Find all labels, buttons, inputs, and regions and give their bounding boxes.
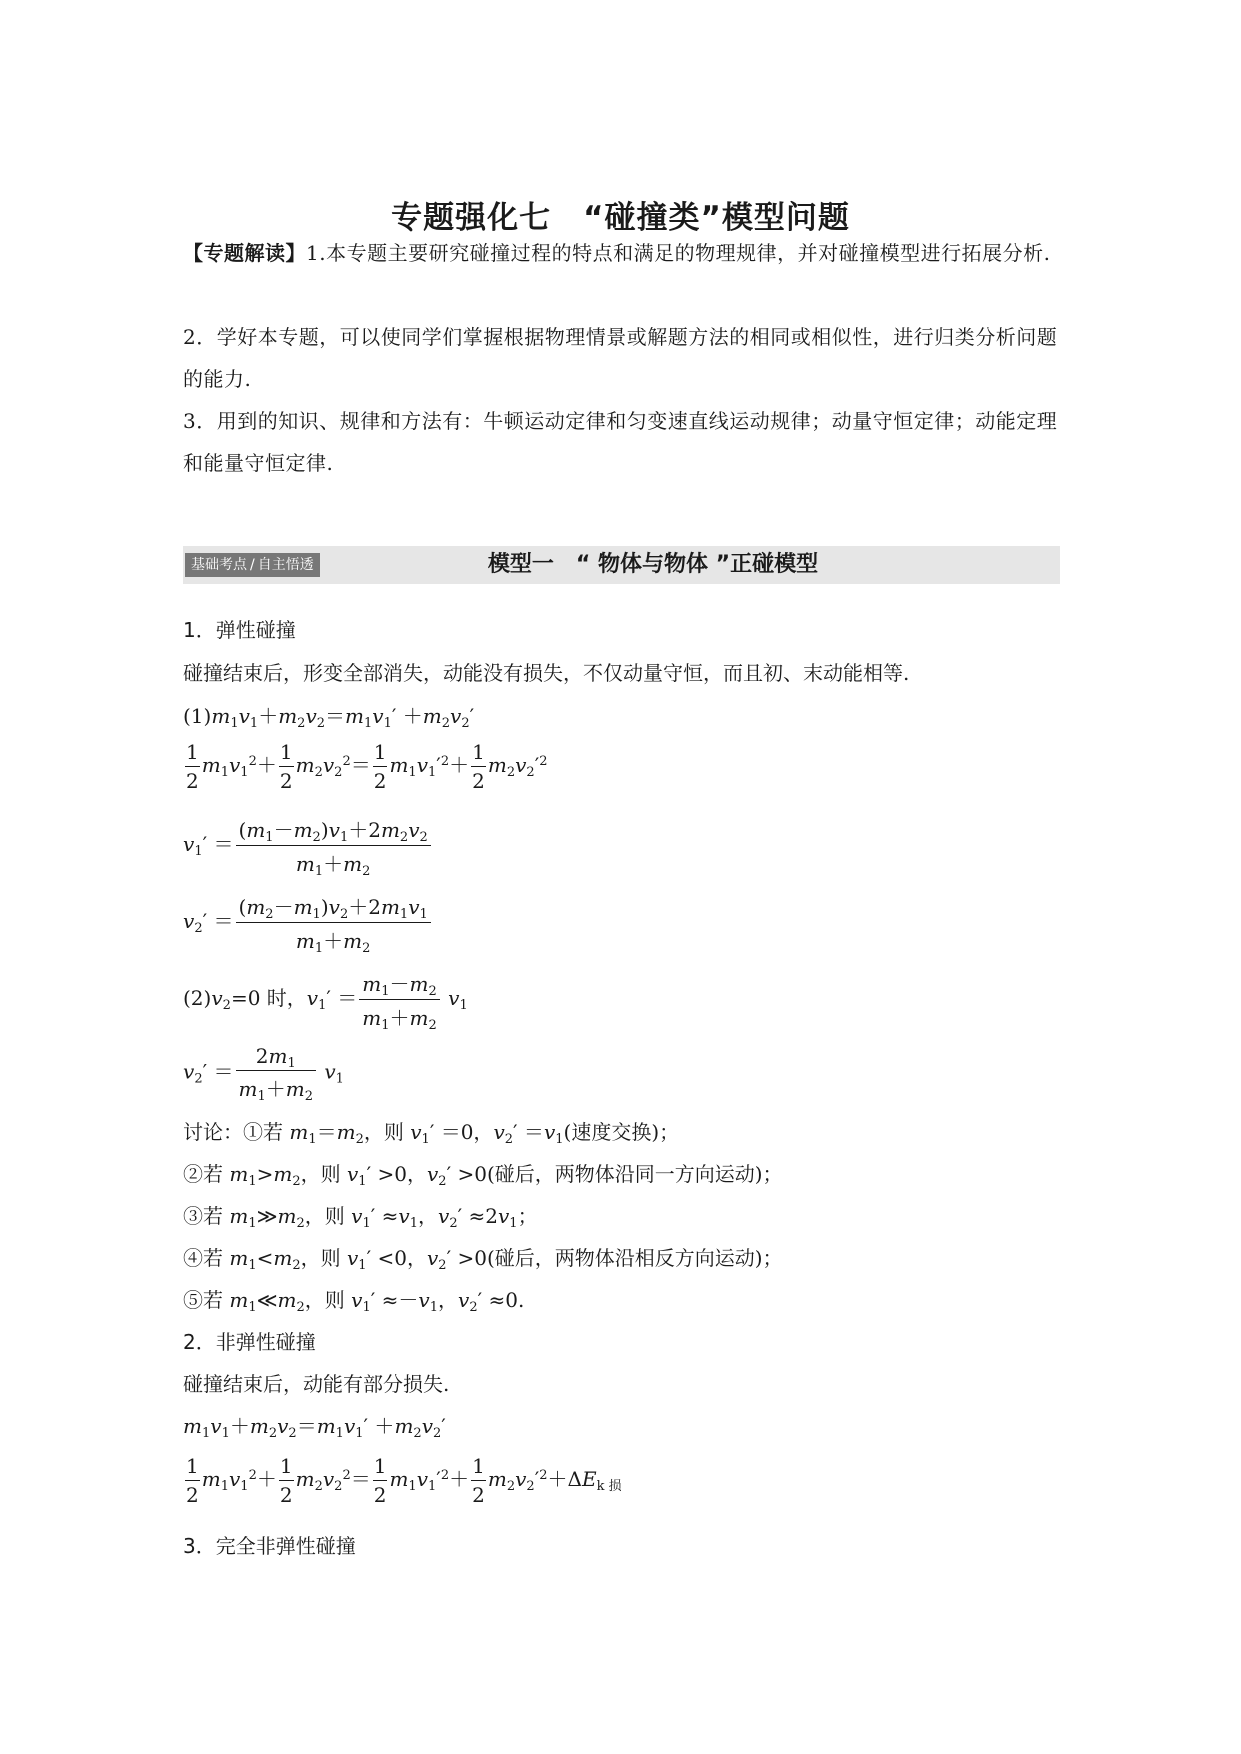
section-tag [185,553,320,577]
momentum-equation-elastic: $(1)m_1v_1+m_2v_2=m_1v_1' +m_2v_2'$ [183,704,475,731]
intro-text-1: 1.本专题主要研究碰撞过程的特点和满足的物理规律，并对碰撞模型进行拓展分析. [306,241,1051,265]
section-header-bar [183,546,1060,584]
intro-paragraph-3: 3．用到的知识、规律和方法有：牛顿运动定律和匀变速直线运动规律；动量守恒定律；动能定理和能量守恒定律. [183,409,1058,475]
momentum-equation-inelastic: $m_1v_1+m_2v_2=m_1v_1' +m_2v_2'$ [183,1414,446,1441]
section-tag-left: 基础考点 [191,557,247,573]
discussion-2: ②若 $m_1>m_2$，则 $v_1' >0$，$v_2' >0$(碰后，两物体沿同一方向运动)； [183,1162,783,1189]
discussion-5: ⑤若 $m_1≪m_2$，则 $v_1' \approx-v_1$，$v_2' \approx 0$. [183,1288,525,1315]
discussion-3-prefix: ③若 [183,1204,223,1228]
discussion-4-tail: (碰后，两物体沿相反方向运动)； [486,1246,783,1270]
section-tag-separator: / [250,557,255,573]
section-title: 模型一 “ 物体与物体 ”正碰模型 [487,552,819,577]
discussion-1-tail: (速度交换)； [563,1120,680,1144]
discussion-label: 讨论： [183,1120,243,1144]
energy-equation-elastic: $\frac{1}{2}$ $m_1v_1^2+$ $\frac{1}{2}$ $m_2v_2^2=$ $\frac{1}{2}$ $m_1v_1'^2+$ $\frac{1}{2}$ $m_2v_2'^2$ [186,740,548,793]
case2-label: (2) [183,986,212,1010]
inelastic-heading: 2．非弹性碰撞 [183,1330,316,1354]
energy-equation-inelastic: $\frac{1}{2}$ $m_1v_1^2+$ $\frac{1}{2}$ $m_2v_2^2=$ $\frac{1}{2}$ $m_1v_1'^2+$ $\frac{1}{2}$ $m_2v_2'^2+\Delta E_{k 损}$ [186,1454,622,1507]
discussion-5-prefix: ⑤若 [183,1288,223,1312]
discussion-1-prefix: ①若 [243,1120,283,1144]
discussion-2-tail: (碰后，两物体沿同一方向运动)； [486,1162,783,1186]
energy-loss-subscript: k 损 [596,1479,622,1494]
case2-condition: =0 时， [230,986,307,1010]
case-v2-zero-v2: $v_2'$ ＝ $\frac{2m_1}{m_1+m_2}$ $v_1$ [183,1044,344,1104]
discussion-3: ③若 $m_1≫m_2$，则 $v_1' \approx v_1$，$v_2' \approx 2v_1$； [183,1204,538,1231]
v1-prime-formula: $v_1'$ ＝ $\frac{(m_1-m_2)v_1+2m_2v_2}{m_1+m_2}$ [183,814,433,877]
intro-paragraph-1 [183,232,1063,274]
discussion-1: 讨论：①若 $m_1=m_2$，则 $v_1' =0$，$v_2' =v_1$(速度交换)； [183,1120,680,1147]
elastic-heading: 1．弹性碰撞 [183,618,296,642]
case-v2-zero-v1: $(2)v_2=0$ 时，$v_1'$ ＝ $\frac{m_1-m_2}{m_1+m_2}$ $v_1$ [183,968,468,1031]
discussion-2-prefix: ②若 [183,1162,223,1186]
page-title: 专题强化七 “碰撞类”模型问题 [391,200,850,236]
intro-paragraph-2: 2．学好本专题，可以使同学们掌握根据物理情景或解题方法的相同或相似性，进行归类分析问题的能力. [183,325,1058,391]
intro-label: 【专题解读】 [183,241,306,265]
eq-label-1: (1) [183,704,212,728]
section-tag-right: 自主悟透 [257,557,314,573]
discussion-4: ④若 $m_1<m_2$，则 $v_1' <0$，$v_2' >0$(碰后，两物体沿相反方向运动)； [183,1246,783,1273]
v2-prime-formula: $v_2'$ ＝ $\frac{(m_2-m_1)v_2+2m_1v_1}{m_1+m_2}$ [183,891,433,954]
discussion-4-prefix: ④若 [183,1246,223,1270]
inelastic-description: 碰撞结束后，动能有部分损失. [183,1372,450,1396]
elastic-description: 碰撞结束后，形变全部消失，动能没有损失，不仅动量守恒，而且初、末动能相等. [183,661,910,685]
perfectly-inelastic-heading: 3．完全非弹性碰撞 [183,1534,356,1558]
